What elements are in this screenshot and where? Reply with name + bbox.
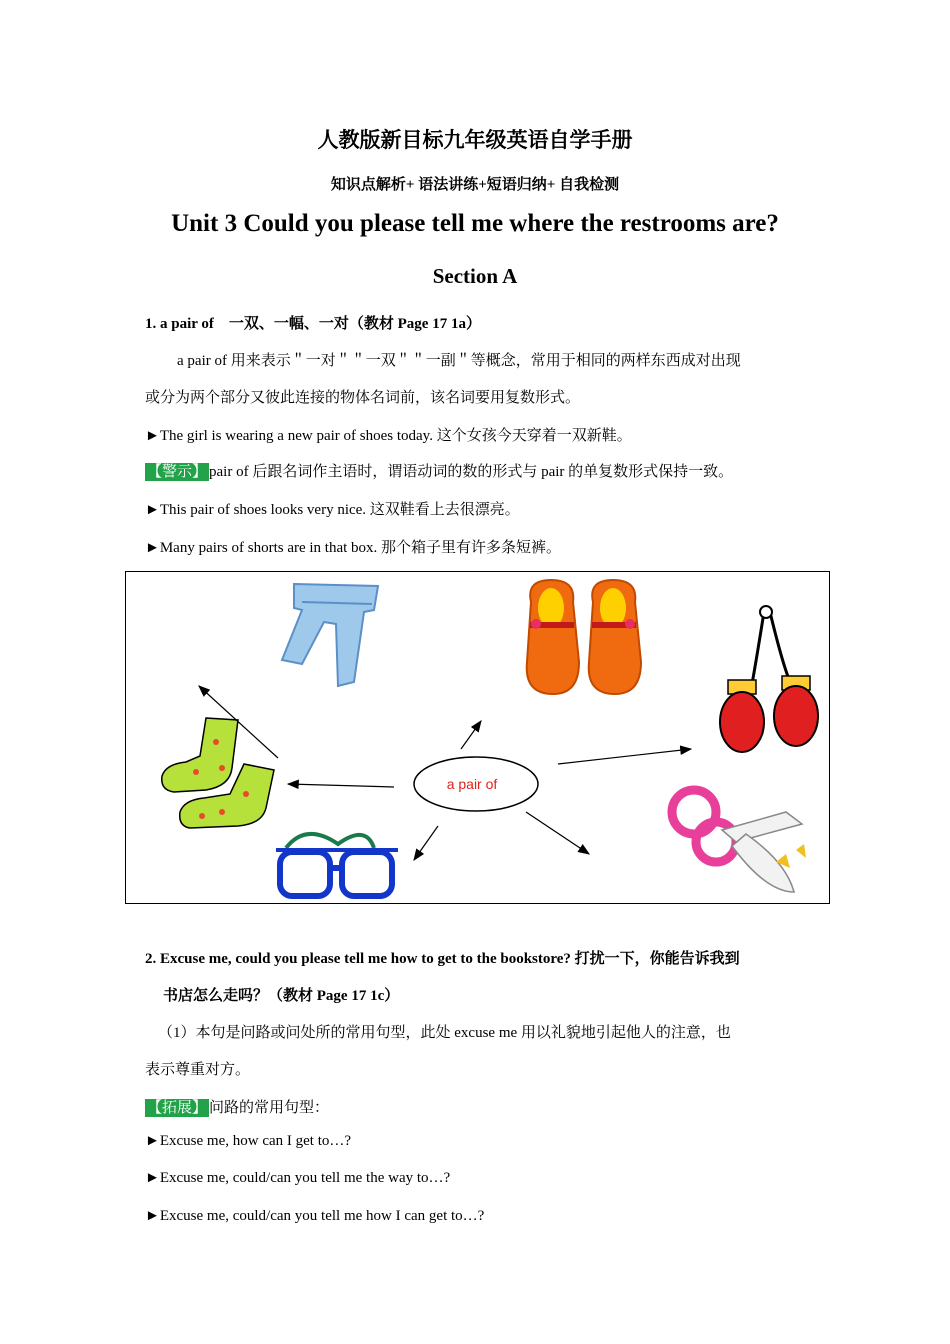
- point1-heading: 1. a pair of 一双、一幅、一对（教材 Page 17 1a）: [145, 316, 481, 332]
- center-label: a pair of: [446, 776, 498, 792]
- point1-example1: ►The girl is wearing a new pair of shoes today. 这个女孩今天穿着一双新鞋。: [145, 428, 632, 444]
- warning-text: pair of 后跟名词作主语时，谓语动词的数的形式与 pair 的单复数形式保持一致。: [209, 464, 734, 480]
- point2-example2: ►Excuse me, could/can you tell me the way to…?: [145, 1170, 451, 1186]
- point2-expand: [145, 1096, 329, 1117]
- warning-tag: 【警示】: [147, 464, 208, 480]
- point2-example3: ►Excuse me, could/can you tell me how I can get to…?: [145, 1208, 485, 1224]
- point1-example2: ►This pair of shoes looks very nice. 这双鞋看上去很漂亮。: [145, 502, 520, 518]
- unit-title: Unit 3 Could you please tell me where the restrooms are?: [171, 210, 779, 237]
- point1-explain-line1: a pair of 用来表示＂一对＂＂一双＂＂一副＂等概念，常用于相同的两样东西成对出现: [177, 353, 741, 369]
- point2-explain-line1: （1）本句是问路或问处所的常用句型，此处 excuse me 用以礼貌地引起他人的注意，也: [158, 1025, 731, 1041]
- point2-explain-line2: 表示尊重对方。: [145, 1062, 251, 1078]
- socks-icon: [162, 718, 274, 828]
- point2-example1: ►Excuse me, how can I get to…?: [145, 1133, 352, 1149]
- pair-of-diagram: [125, 571, 830, 904]
- boxing-gloves-icon: [720, 606, 818, 752]
- scissors-icon: [672, 790, 806, 892]
- document-title: 人教版新目标九年级英语自学手册: [317, 128, 633, 152]
- point1-example3: ►Many pairs of shorts are in that box. 那个箱子里有许多条短裤。: [145, 540, 562, 556]
- point2-heading-line2: 书店怎么走吗？（教材 Page 17 1c）: [163, 988, 400, 1004]
- point2-heading-line1: 2. Excuse me, could you please tell me how to get to the bookstore? 打扰一下，你能告诉我到: [145, 951, 740, 967]
- document-subtitle: 知识点解析+ 语法讲练+短语归纳+ 自我检测: [330, 177, 620, 193]
- jeans-icon: [282, 584, 378, 686]
- expand-text: 问路的常用句型：: [209, 1100, 330, 1116]
- section-heading: Section A: [432, 264, 518, 288]
- expand-tag: 【拓展】: [147, 1100, 208, 1116]
- point1-explain-line2: 或分为两个部分又彼此连接的物体名词前，该名词要用复数形式。: [145, 390, 581, 406]
- point1-warning: [145, 460, 733, 481]
- shoes-icon: [527, 580, 641, 694]
- glasses-icon: [276, 834, 398, 896]
